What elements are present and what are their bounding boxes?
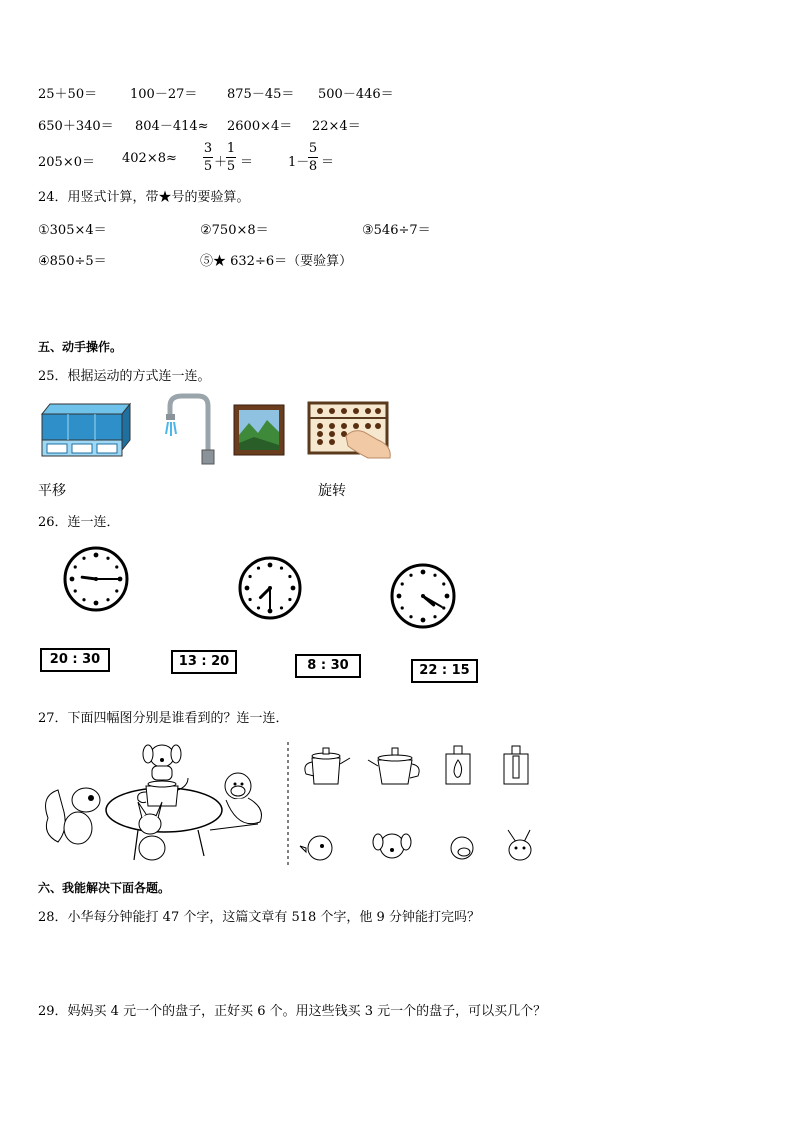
label-translation: 平移 (38, 483, 66, 499)
question-28-title: 28．小华每分钟能打 47 个字，这篇文章有 518 个字，他 9 分钟能打完吗？ (38, 910, 480, 925)
section-5-heading: 五、动手操作。 (38, 340, 123, 354)
monkey-icon (451, 837, 473, 859)
q24-item: ③546÷7＝ (362, 223, 431, 238)
teapot-back-icon (446, 746, 470, 784)
arith-item: 100－27＝ (130, 87, 198, 102)
arith-item: 500－446＝ (318, 87, 394, 102)
squirrel-icon (508, 830, 531, 860)
q24-item: ⑤★ 632÷6＝（要验算） (200, 254, 353, 269)
arith-item: 22×4＝ (312, 119, 361, 134)
q24-item: ①305×4＝ (38, 223, 107, 238)
clock-icon (392, 565, 454, 627)
arith-item: 2600×4＝ (227, 119, 293, 134)
label-rotation: 旋转 (318, 483, 346, 499)
arith-item: 875－45＝ (227, 87, 295, 102)
arith-item: 650＋340＝ (38, 119, 114, 134)
puppy-figure (143, 745, 181, 780)
squirrel-figure (46, 788, 100, 844)
fraction: 3 5 (203, 141, 213, 174)
arith-item: 804－414≈ (135, 119, 209, 134)
equals-sign: ＝ (240, 155, 254, 170)
time-card: 8 : 30 (295, 654, 361, 678)
equals-sign: ＝ (321, 155, 335, 170)
teapot-side-left-icon (305, 748, 350, 784)
clock-icon (65, 548, 127, 610)
teapot-views-row (296, 744, 536, 792)
clock-icon (240, 558, 300, 618)
q24-item: ②750×8＝ (200, 223, 269, 238)
animals-around-table-illustration (38, 738, 278, 868)
section-6-heading: 六、我能解决下面各题。 (38, 881, 171, 895)
time-card: 13 : 20 (171, 650, 237, 674)
question-24-title: 24．用竖式计算，带★号的要验算。 (38, 190, 250, 205)
fraction: 5 8 (308, 141, 318, 174)
time-card: 22 : 15 (411, 659, 478, 683)
dashed-divider (286, 742, 290, 868)
chick-icon (300, 836, 332, 860)
question-27-title: 27．下面四幅图分别是谁看到的？连一连． (38, 711, 289, 726)
time-card: 20 : 30 (40, 648, 110, 672)
arith-item: 402×8≈ (122, 151, 177, 166)
teapot-front-icon (504, 746, 528, 784)
question-29-title: 29．妈妈买 4 元一个的盘子，正好买 6 个。用这些钱买 3 元一个的盘子，可以买几个？ (38, 1004, 547, 1019)
plus-sign: ＋ (214, 155, 228, 170)
animal-views-row (300, 826, 540, 870)
teapot-side-right-icon (368, 748, 419, 784)
arith-item: 205×0＝ (38, 155, 95, 170)
arith-item: 25＋50＝ (38, 87, 98, 102)
puppy-icon (373, 834, 411, 858)
minuend: 1－ (288, 155, 310, 170)
q24-item: ④850÷5＝ (38, 254, 107, 269)
question-25-title: 25．根据运动的方式连一连。 (38, 369, 211, 384)
question-26-title: 26．连一连． (38, 515, 120, 530)
fraction: 1 5 (226, 141, 236, 174)
